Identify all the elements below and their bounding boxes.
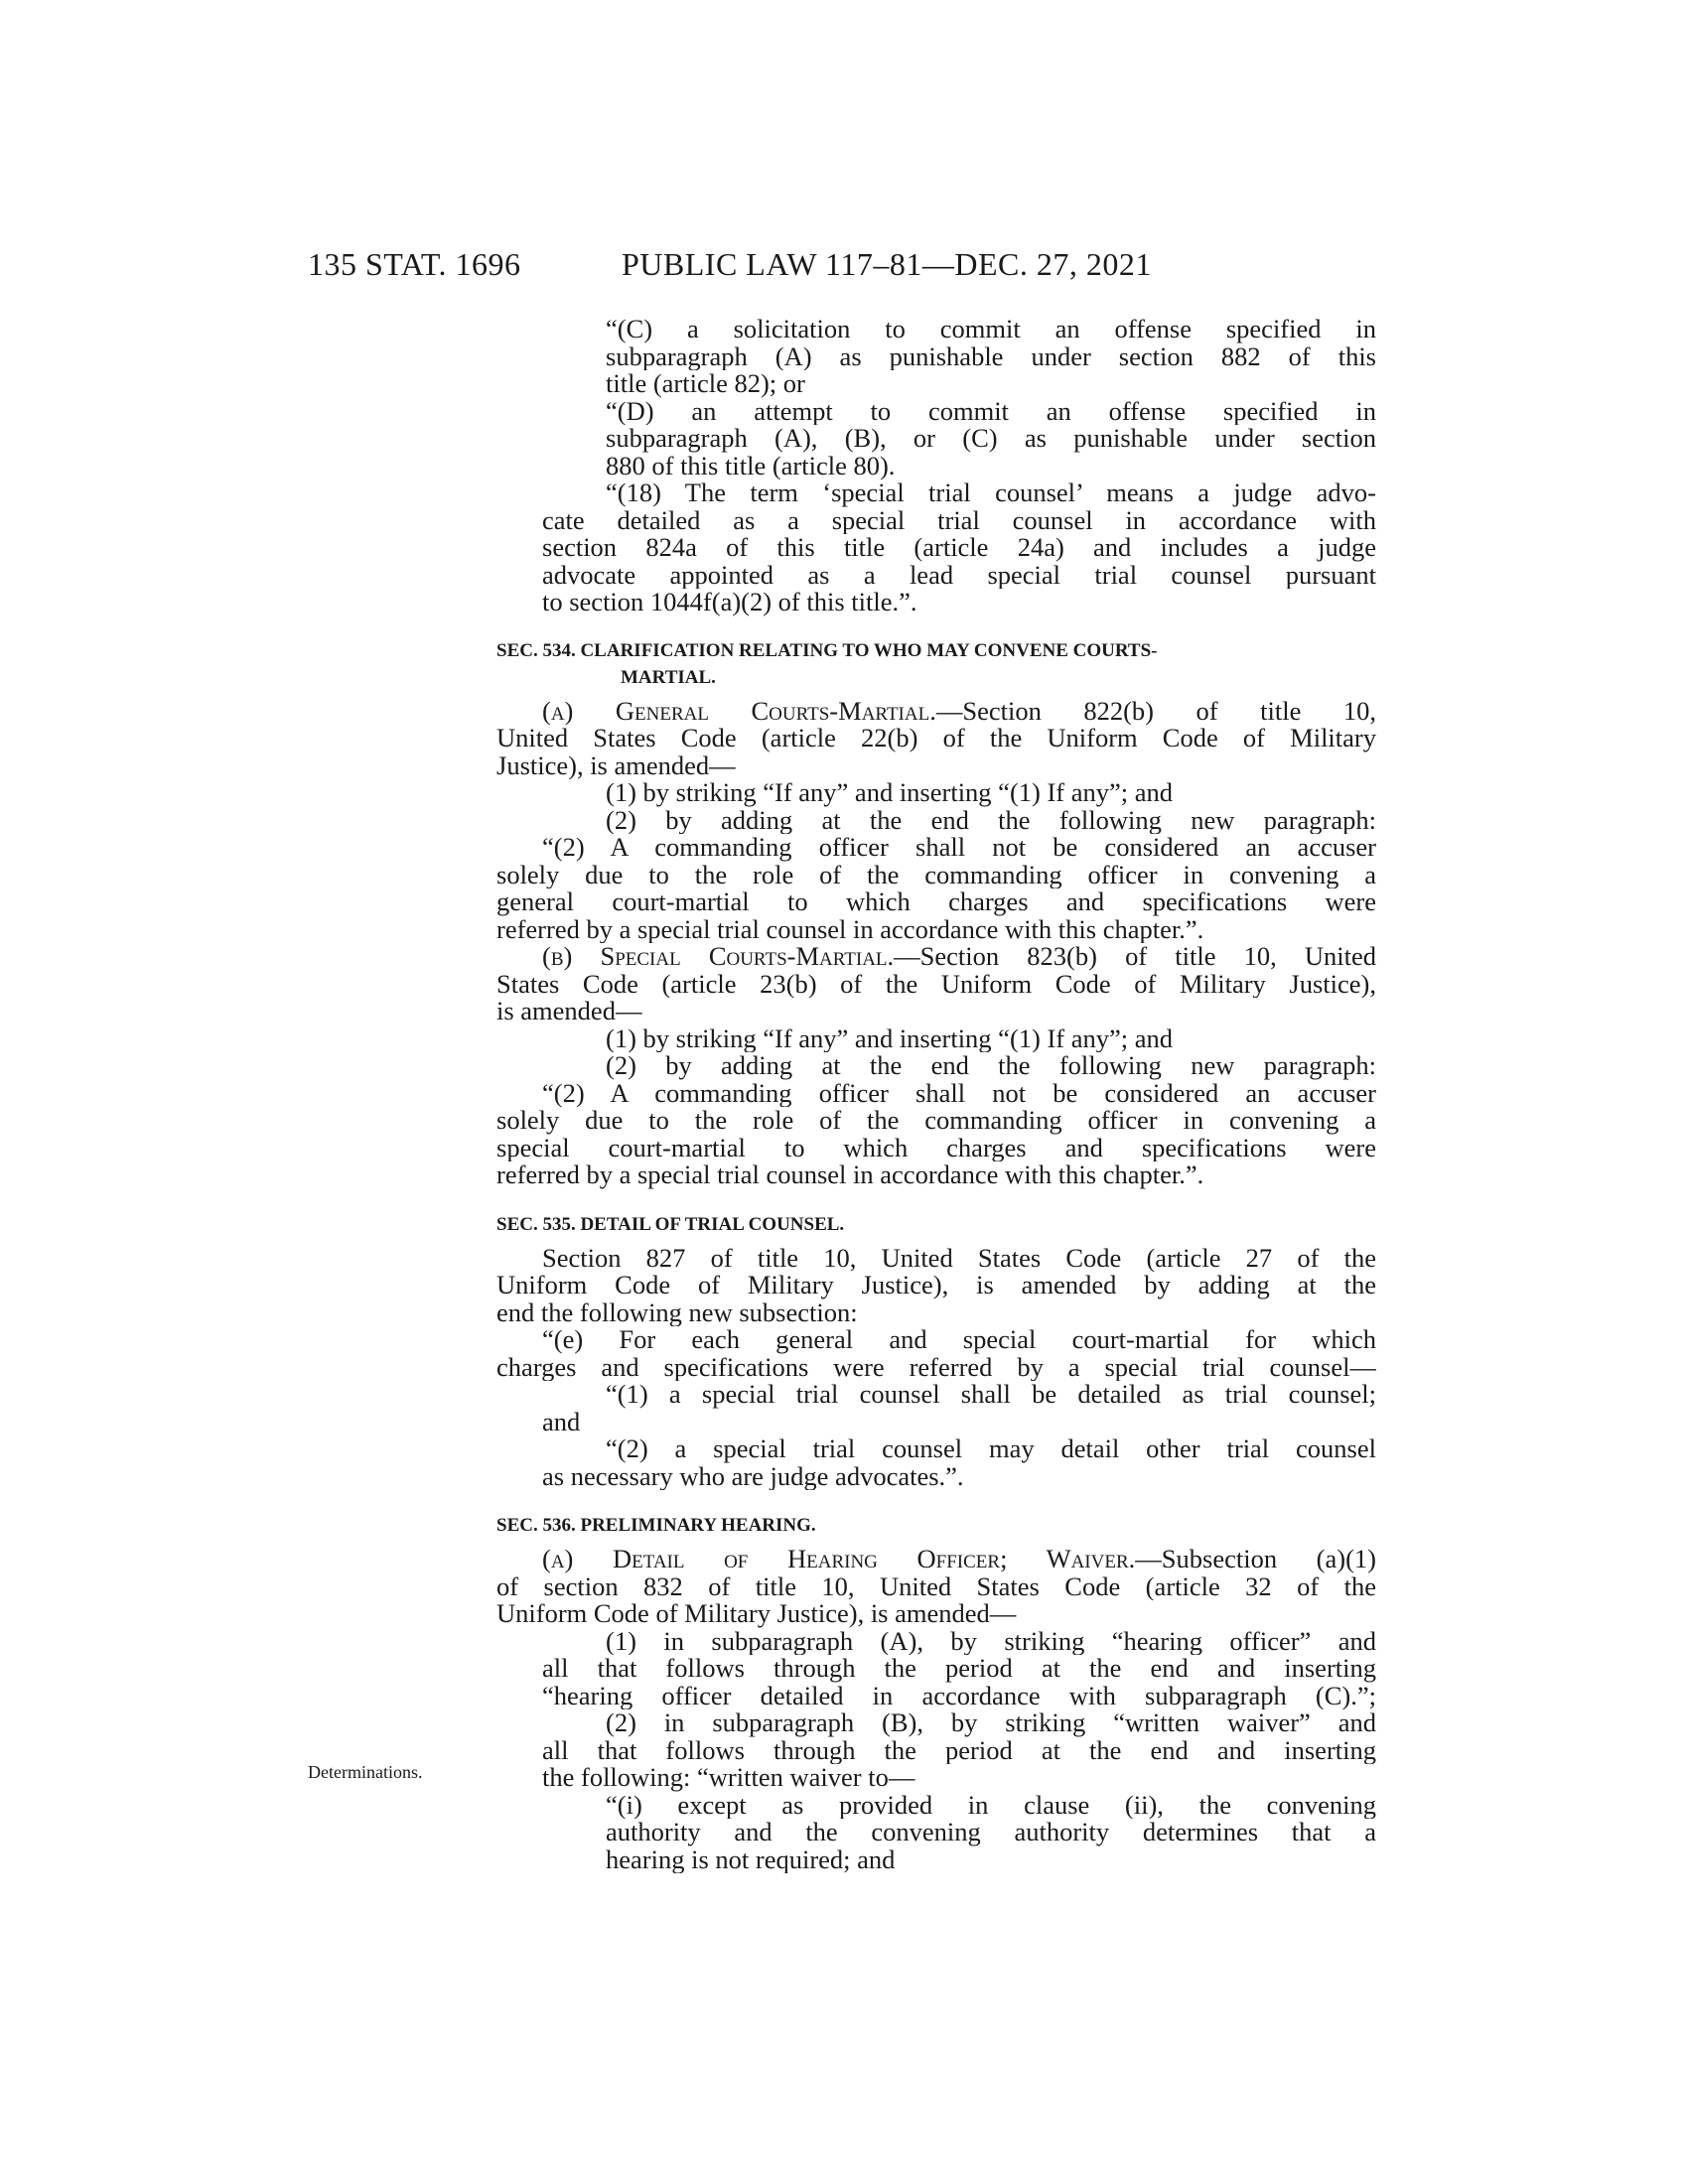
text-line: of section 832 of title 10, United States Code (article 32 of the [496, 1572, 1376, 1600]
text-line: “(i) except as provided in clause (ii), the convening [606, 1791, 1376, 1819]
text-line: Section 827 of title 10, United States Code (article 27 of the [542, 1244, 1376, 1272]
text-line: authority and the convening authority determines that a [606, 1819, 1376, 1846]
text-run: —Section 823(b) of title 10, United [894, 943, 1376, 971]
text-line: solely due to the role of the commanding officer in convening a [496, 1107, 1376, 1135]
text-line: “(D) an attempt to commit an offense specified in [606, 397, 1376, 425]
page-header [0, 246, 1688, 286]
text-line: Uniform Code of Military Justice), is amended— [496, 1600, 1017, 1628]
text-line: “(18) The term ‘special trial counsel’ means a judge advo- [606, 479, 1376, 507]
text-line: title (article 82); or [606, 370, 805, 398]
text-line: United States Code (article 22(b) of the Uniform Code of Military [496, 725, 1376, 752]
text-line: (1) by striking “If any” and inserting “(1) If any”; and [606, 779, 1174, 807]
text-line: “(e) For each general and special court-martial for which [542, 1326, 1376, 1354]
text-run: —Subsection (a)(1) [1135, 1546, 1376, 1573]
text-line: (2) by adding at the end the following new paragraph: [606, 806, 1376, 834]
text-line [496, 1546, 1376, 1573]
text-line: “(2) A commanding officer shall not be considered an accuser [542, 1079, 1376, 1107]
text-line: States Code (article 23(b) of the Uniform Code of Military Justice), [496, 970, 1376, 998]
text-line: “(1) a special trial counsel shall be detailed as trial counsel; [606, 1381, 1376, 1409]
text-run: —Section 822(b) of title 10, [935, 697, 1376, 725]
text-line: “(2) A commanding officer shall not be considered an accuser [542, 834, 1376, 862]
text-line: solely due to the role of the commanding officer in convening a [496, 861, 1376, 888]
text-line: “(C) a solicitation to commit an offense specified in [606, 316, 1376, 343]
text-line: hearing is not required; and [606, 1845, 896, 1873]
text-line: referred by a special trial counsel in accordance with this chapter.”. [496, 915, 1204, 943]
stat-citation: 135 STAT. 1696 [308, 246, 521, 282]
text-line [496, 943, 1376, 971]
text-line: all that follows through the period at the end and inserting [542, 1736, 1376, 1764]
text-line: “hearing officer detailed in accordance with subparagraph (C).”; [542, 1682, 1376, 1709]
subsection-a-label: (a) General Courts-Martial. [542, 697, 936, 725]
text-line: advocate appointed as a lead special trial counsel pursuant [542, 561, 1376, 589]
text-line: (2) in subparagraph (B), by striking “written waiver” and [606, 1709, 1376, 1737]
subsection-a-label: (a) Detail of Hearing Officer; Waiver. [542, 1546, 1136, 1573]
text-line: (1) by striking “If any” and inserting “(1) If any”; and [606, 1024, 1174, 1052]
section-534-heading: SEC. 534. CLARIFICATION RELATING TO WHO MAY CONVENE COURTS- [496, 639, 1158, 661]
text-line: Uniform Code of Military Justice), is amended by adding at the [496, 1272, 1376, 1299]
text-line: all that follows through the period at the end and inserting [542, 1655, 1376, 1683]
text-line: Justice), is amended— [496, 751, 736, 779]
text-line: cate detailed as a special trial counsel in accordance with [542, 506, 1376, 534]
text-line: section 824a of this title (article 24a) and includes a judge [542, 534, 1376, 562]
text-line [496, 698, 1376, 726]
text-line: special court-martial to which charges and specifications were [496, 1134, 1376, 1161]
subsection-b-label: (b) Special Courts-Martial. [542, 943, 895, 971]
section-535-heading: SEC. 535. DETAIL OF TRIAL COUNSEL. [496, 1213, 845, 1235]
document-body [496, 316, 1376, 1873]
text-line: subparagraph (A) as punishable under section 882 of this [606, 342, 1376, 370]
law-title: PUBLIC LAW 117–81—DEC. 27, 2021 [622, 246, 1152, 282]
text-line: referred by a special trial counsel in accordance with this chapter.”. [496, 1161, 1204, 1189]
text-line: end the following new subsection: [496, 1298, 858, 1326]
text-line: the following: “written waiver to— [542, 1764, 915, 1792]
text-line: is amended— [496, 998, 642, 1025]
section-536-heading: SEC. 536. PRELIMINARY HEARING. [496, 1515, 816, 1536]
text-line: and [542, 1408, 581, 1435]
text-line: (2) by adding at the end the following new paragraph: [606, 1052, 1376, 1080]
text-line: general court-martial to which charges and specifications were [496, 888, 1376, 916]
text-line: (1) in subparagraph (A), by striking “hearing officer” and [606, 1627, 1376, 1655]
text-line: to section 1044f(a)(2) of this title.”. [542, 589, 917, 616]
text-line: as necessary who are judge advocates.”. [542, 1462, 964, 1490]
text-line: charges and specifications were referred by a special trial counsel— [496, 1353, 1376, 1381]
margin-note: Determinations. [308, 1762, 423, 1782]
text-line: subparagraph (A), (B), or (C) as punishable under section [606, 425, 1376, 453]
text-line: “(2) a special trial counsel may detail other trial counsel [606, 1435, 1376, 1463]
section-534-heading-cont: MARTIAL. [621, 666, 716, 688]
text-line: 880 of this title (article 80). [606, 452, 896, 479]
